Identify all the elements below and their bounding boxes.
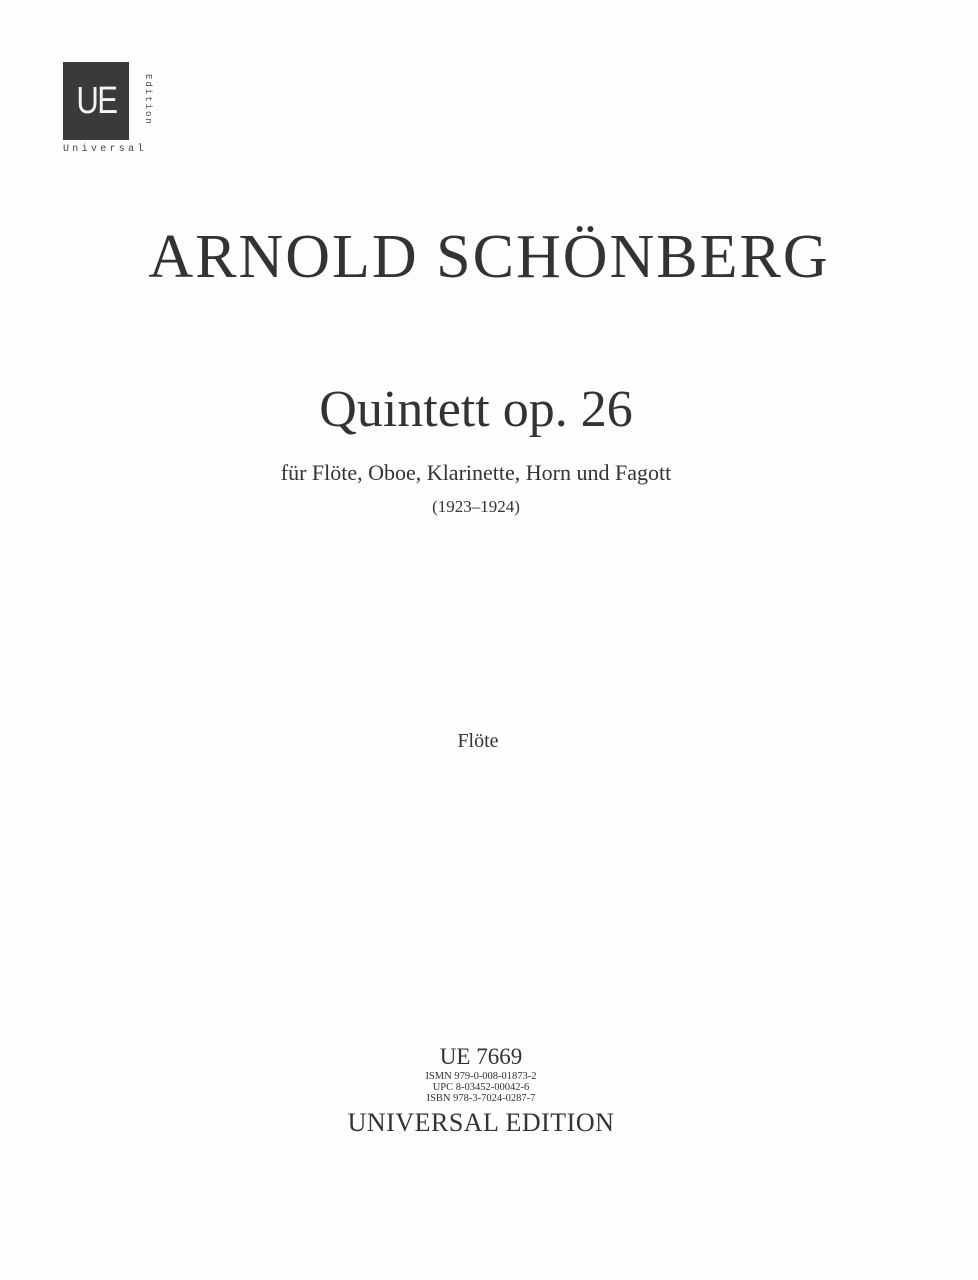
instrumentation: für Flöte, Oboe, Klarinette, Horn und Fagott — [280, 460, 672, 485]
composer-name: ARNOLD SCHÖNBERG — [148, 223, 830, 291]
publisher-name: UNIVERSAL EDITION — [347, 1108, 615, 1137]
work-title: Quintett op. 26 — [319, 381, 633, 438]
publisher-logo — [63, 62, 155, 160]
part-name: Flöte — [457, 730, 499, 752]
logo-universal-text: Universal — [63, 144, 147, 155]
logo-mark: UE — [75, 79, 116, 122]
composition-years: (1923–1924) — [432, 497, 520, 516]
upc-code: UPC 8-03452-00042-6 — [432, 1082, 530, 1093]
catalog-number: UE 7669 — [439, 1044, 523, 1069]
ismn-code: ISMN 979-0-008-01873-2 — [425, 1071, 537, 1082]
logo-edition-text: Edition — [143, 74, 153, 126]
isbn-code: ISBN 978-3-7024-0287-7 — [426, 1093, 536, 1104]
ue-logo-box — [63, 62, 129, 140]
product-codes — [0, 1071, 962, 1104]
